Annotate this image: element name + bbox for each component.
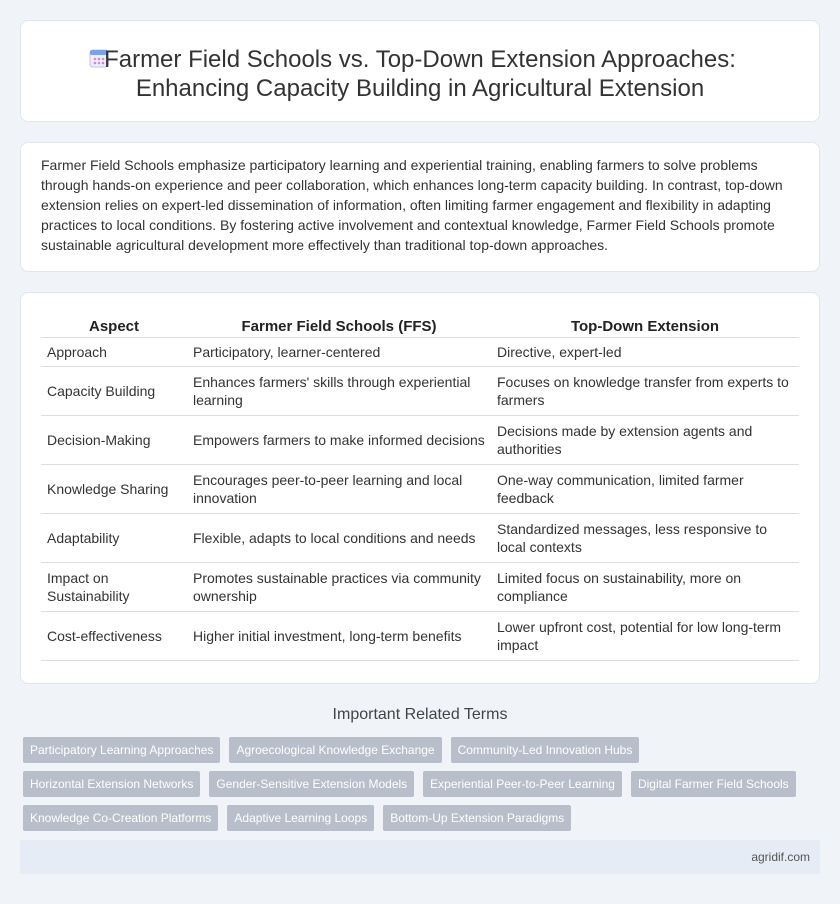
cell-top-down: Limited focus on sustainability, more on compliance bbox=[491, 562, 799, 611]
cell-ffs: Participatory, learner-centered bbox=[187, 337, 491, 366]
related-term-tag[interactable]: Horizontal Extension Networks bbox=[23, 771, 200, 797]
table-row bbox=[41, 513, 799, 562]
related-term-tag[interactable]: Digital Farmer Field Schools bbox=[631, 771, 796, 797]
cell-top-down: Decisions made by extension agents and authorities bbox=[491, 415, 799, 464]
header-card bbox=[20, 20, 820, 122]
cell-ffs: Enhances farmers' skills through experiential learning bbox=[187, 366, 491, 415]
cell-ffs: Empowers farmers to make informed decisions bbox=[187, 415, 491, 464]
cell-aspect: Adaptability bbox=[41, 513, 187, 562]
page-title-line2: Enhancing Capacity Building in Agricultural Extension bbox=[135, 75, 705, 102]
related-term-tag[interactable]: Gender-Sensitive Extension Models bbox=[209, 771, 414, 797]
cell-top-down: Directive, expert-led bbox=[491, 337, 799, 366]
cell-ffs: Encourages peer-to-peer learning and local innovation bbox=[187, 464, 491, 513]
cell-aspect: Capacity Building bbox=[41, 366, 187, 415]
cell-ffs: Promotes sustainable practices via community ownership bbox=[187, 562, 491, 611]
related-term-tag[interactable]: Adaptive Learning Loops bbox=[227, 805, 374, 831]
cell-aspect: Knowledge Sharing bbox=[41, 464, 187, 513]
header-top-down: Top-Down Extension bbox=[491, 313, 799, 337]
cell-aspect: Impact on Sustainability bbox=[41, 562, 187, 611]
header-aspect: Aspect bbox=[41, 313, 187, 337]
cell-ffs: Higher initial investment, long-term benefits bbox=[187, 611, 491, 660]
related-term-tag[interactable]: Experiential Peer-to-Peer Learning bbox=[423, 771, 622, 797]
table-row bbox=[41, 611, 799, 660]
cell-aspect: Approach bbox=[41, 337, 187, 366]
footer bbox=[20, 840, 820, 874]
related-term-tag[interactable]: Community-Led Innovation Hubs bbox=[451, 737, 640, 763]
intro-card bbox=[20, 142, 820, 272]
comparison-table bbox=[41, 313, 799, 661]
table-row bbox=[41, 337, 799, 366]
cell-top-down: One-way communication, limited farmer feedback bbox=[491, 464, 799, 513]
header-ffs: Farmer Field Schools (FFS) bbox=[187, 313, 491, 337]
cell-aspect: Cost-effectiveness bbox=[41, 611, 187, 660]
page-title-line1: Farmer Field Schools vs. Top-Down Extension Approaches: bbox=[104, 46, 736, 73]
related-term-tag[interactable]: Agroecological Knowledge Exchange bbox=[229, 737, 441, 763]
cell-top-down: Lower upfront cost, potential for low long-term impact bbox=[491, 611, 799, 660]
related-term-tag[interactable]: Participatory Learning Approaches bbox=[23, 737, 220, 763]
related-terms-list bbox=[20, 737, 820, 839]
related-terms-title: Important Related Terms bbox=[332, 706, 508, 723]
table-row bbox=[41, 562, 799, 611]
footer-site-link[interactable]: agridif.com bbox=[751, 850, 810, 864]
page-title bbox=[21, 45, 819, 103]
cell-ffs: Flexible, adapts to local conditions and needs bbox=[187, 513, 491, 562]
related-term-tag[interactable]: Knowledge Co-Creation Platforms bbox=[23, 805, 218, 831]
table-header-row bbox=[41, 313, 799, 337]
cell-aspect: Decision-Making bbox=[41, 415, 187, 464]
table-row bbox=[41, 464, 799, 513]
table-row bbox=[41, 366, 799, 415]
table-row bbox=[41, 415, 799, 464]
comparison-table-card bbox=[20, 292, 820, 684]
cell-top-down: Focuses on knowledge transfer from experts to farmers bbox=[491, 366, 799, 415]
related-term-tag[interactable]: Bottom-Up Extension Paradigms bbox=[383, 805, 571, 831]
intro-paragraph: Farmer Field Schools emphasize participatory learning and experiential training, enabling farmers to solve problems through hands-on experience and peer collaboration, which enhances long-term capacity building. In contrast, top-down extension relies on expert-led dissemination of information, often limiting farmer engagement and flexibility in adapting practices to local conditions. By fostering active involvement and contextual knowledge, Farmer Field Schools promote sustainable agricultural development more effectively than traditional top-down approaches. bbox=[41, 157, 783, 253]
cell-top-down: Standardized messages, less responsive to local contexts bbox=[491, 513, 799, 562]
